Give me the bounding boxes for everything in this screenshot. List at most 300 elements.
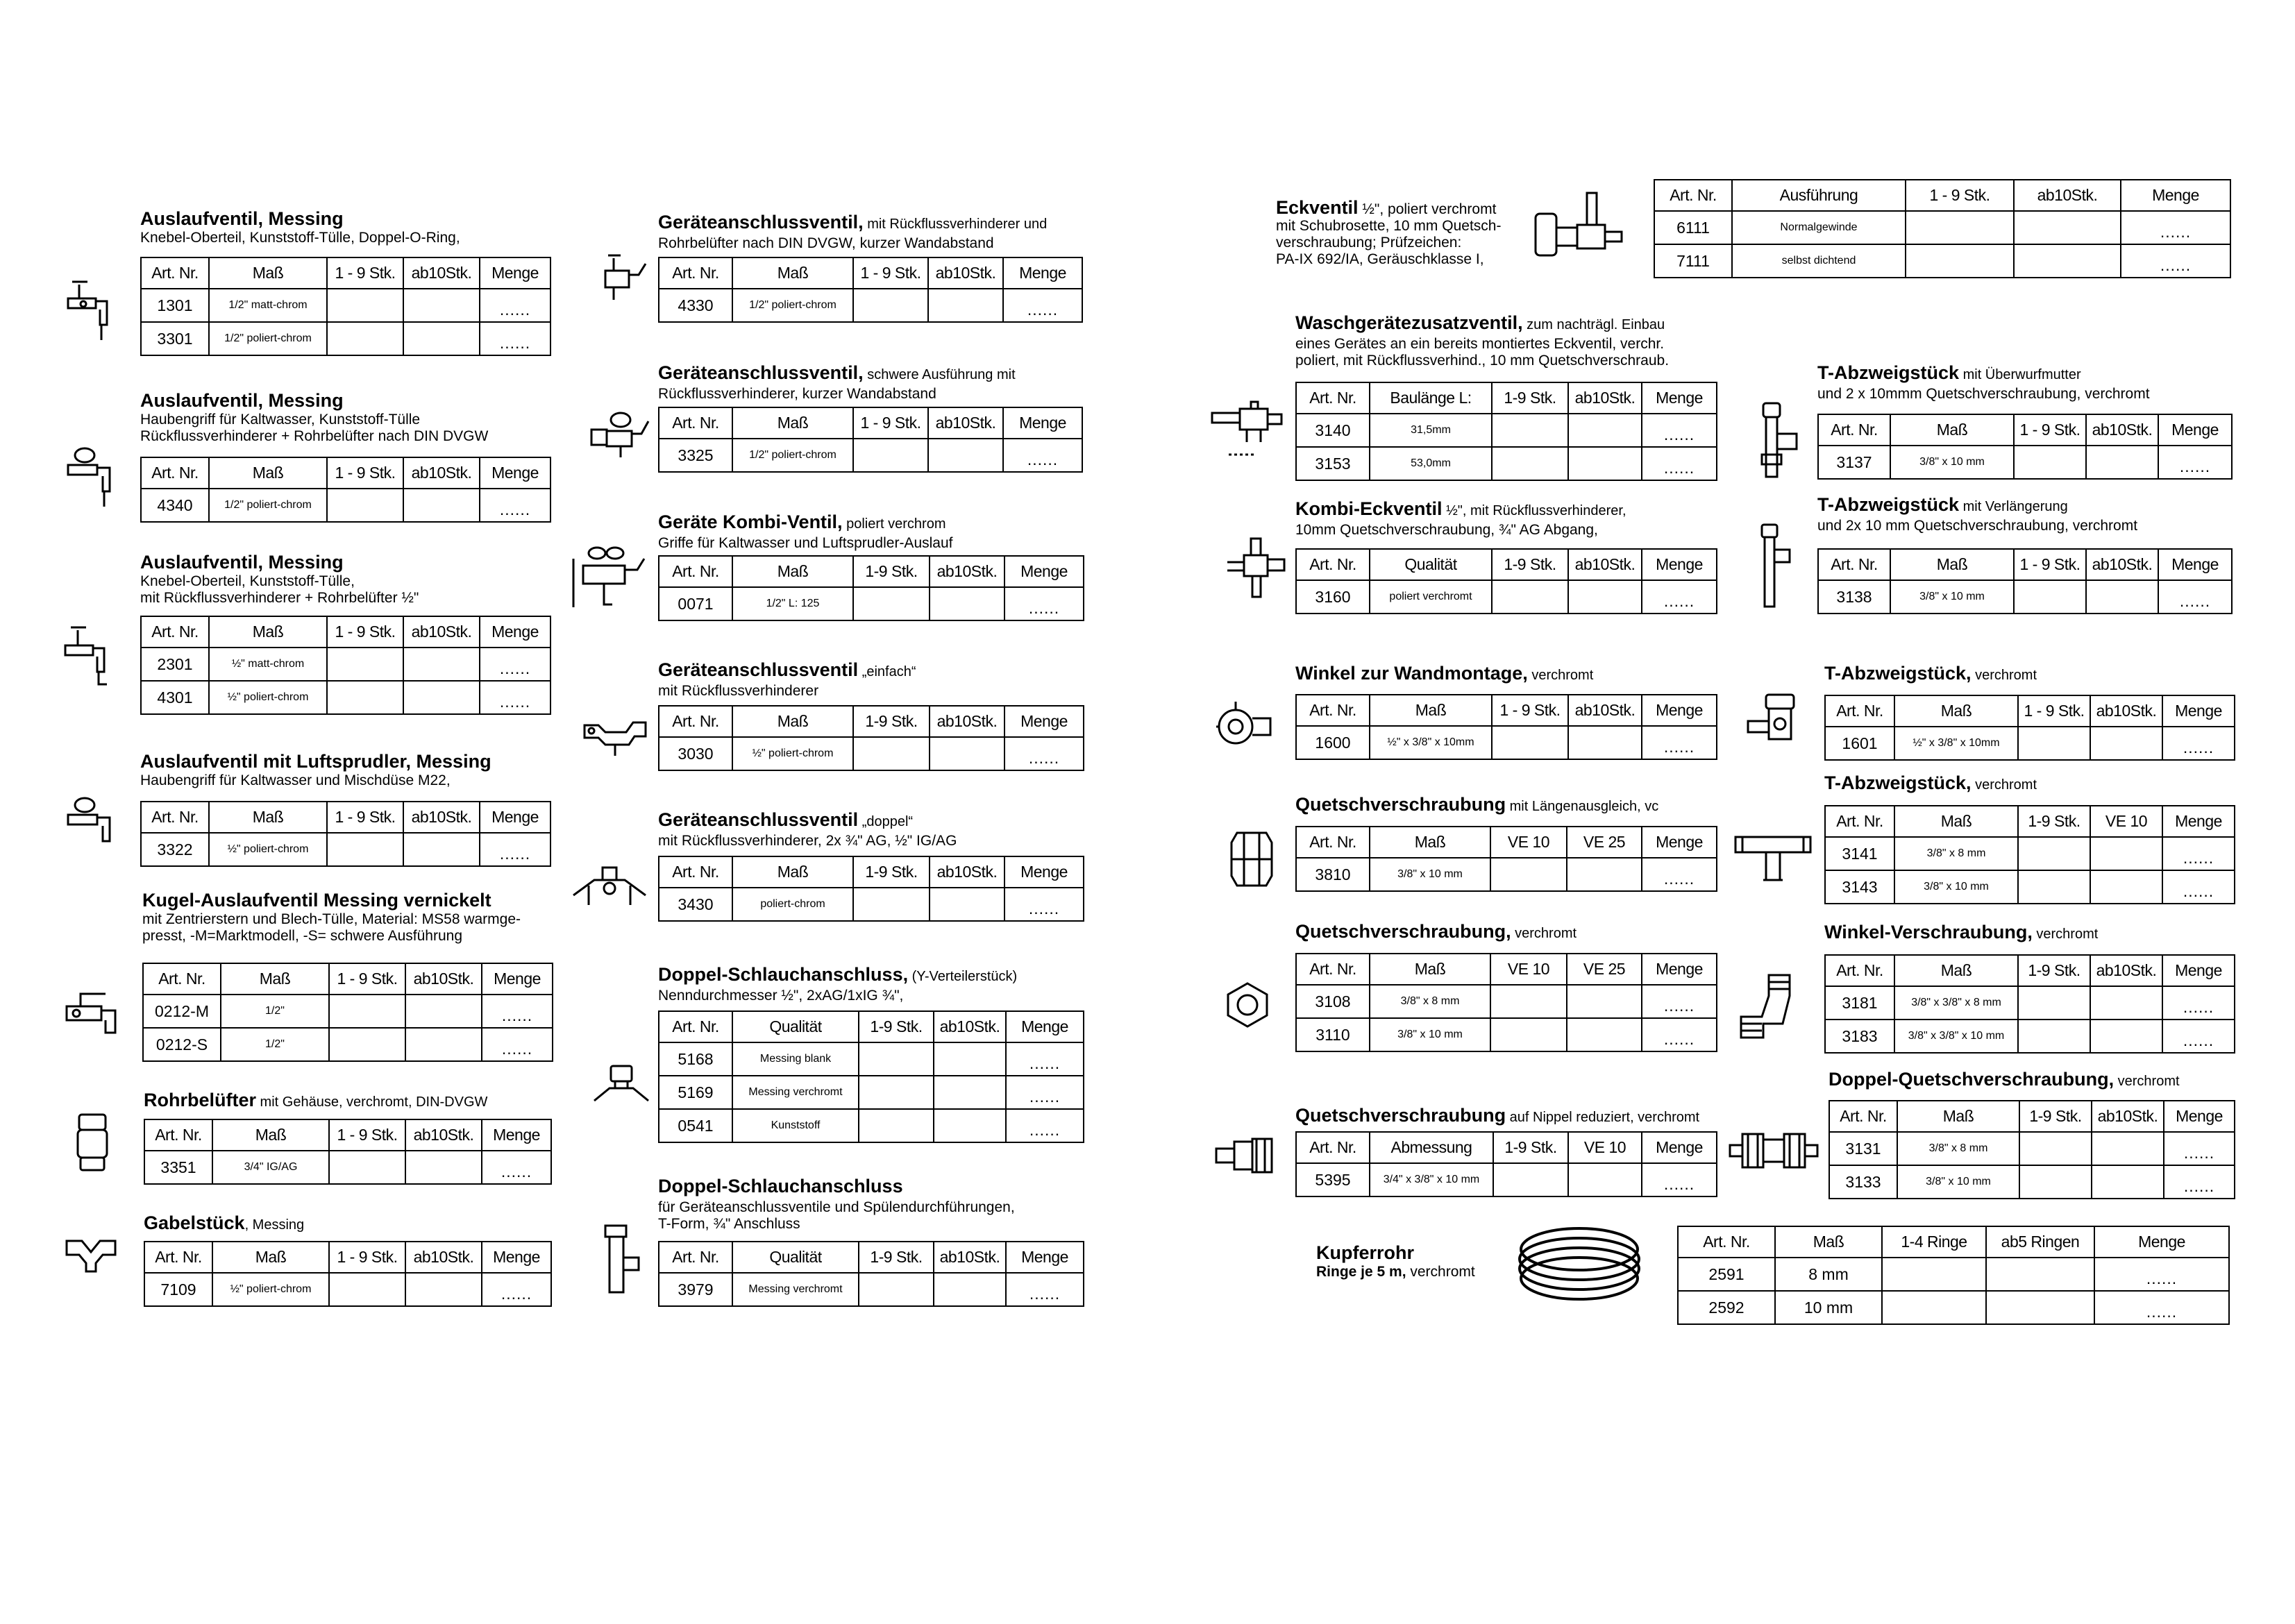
header-mass: Maß (1894, 695, 2018, 727)
qty-cell[interactable] (403, 681, 480, 714)
qty-cell[interactable] (1490, 858, 1567, 891)
product-block (140, 751, 585, 789)
header-qty-10: ab10Stk. (2086, 549, 2158, 580)
product-table (1817, 414, 2233, 480)
product-title: Doppel-Quetschverschraubung, (1829, 1069, 2115, 1090)
menge-cell[interactable]: ...... (2094, 1291, 2229, 1324)
product-table (1295, 1131, 1717, 1197)
quality-cell: poliert verchromt (1370, 580, 1492, 614)
menge-cell[interactable]: ...... (480, 681, 550, 714)
menge-cell[interactable]: ...... (1006, 1042, 1084, 1076)
qty-cell[interactable] (2018, 1020, 2090, 1053)
art-number: 5168 (659, 1042, 732, 1076)
size-cell: 1/2" poliert-chrom (732, 289, 853, 322)
menge-cell[interactable]: ...... (2164, 1132, 2235, 1165)
header-art: Art. Nr. (659, 407, 732, 439)
qty-cell[interactable] (405, 995, 482, 1028)
menge-cell[interactable]: ...... (2121, 244, 2230, 278)
menge-cell[interactable]: ...... (482, 1273, 551, 1306)
product-subtitle: verchromt (1511, 926, 1577, 941)
qty-cell[interactable] (1906, 211, 2014, 244)
art-number: 0071 (659, 587, 732, 620)
qty-cell[interactable] (934, 1042, 1006, 1076)
header-art: Art. Nr. (1296, 827, 1370, 858)
art-number: 3810 (1296, 858, 1370, 891)
qty-cell[interactable] (2018, 837, 2090, 870)
product-title: Geräteanschlussventil, (658, 212, 864, 232)
qty-cell[interactable] (327, 648, 403, 681)
menge-cell[interactable]: ...... (1006, 1109, 1084, 1142)
product-subtitle: mit Rückflussverhinderer und (863, 217, 1048, 232)
qty-cell[interactable] (859, 1042, 934, 1076)
header-menge: Menge (1642, 695, 1717, 726)
qty-cell[interactable] (853, 439, 928, 472)
menge-cell[interactable]: ...... (2121, 211, 2230, 244)
qty-cell[interactable] (2019, 1132, 2092, 1165)
qty-cell[interactable] (1492, 726, 1568, 759)
qty-cell[interactable] (1568, 726, 1642, 759)
header-qty-10: ab10Stk. (934, 1011, 1006, 1042)
menge-cell[interactable]: ...... (480, 289, 550, 322)
product-subtitle: verchromt (1527, 668, 1594, 683)
product-table (140, 616, 551, 715)
art-number: 4301 (141, 681, 209, 714)
header-qty-10: ab10Stk. (2086, 414, 2158, 446)
header-mass: Maß (1894, 955, 2018, 986)
header-qty-1-9: 1-9 Stk. (2019, 1101, 2092, 1132)
product-table (658, 856, 1084, 922)
qty-cell[interactable] (403, 322, 480, 355)
art-number: 3325 (659, 439, 732, 472)
product-title: Auslaufventil, Messing (140, 208, 344, 229)
product-block (140, 208, 585, 246)
product-block (140, 552, 585, 607)
product-table (144, 1119, 552, 1185)
header-qualitaet: Qualität (732, 1242, 859, 1273)
qty-cell[interactable] (1882, 1291, 1986, 1324)
product-table (144, 1241, 552, 1307)
qty-cell[interactable] (1567, 985, 1642, 1018)
header-mass: Maß (1890, 549, 2014, 580)
qty-cell[interactable] (403, 833, 480, 866)
product-title: Quetschverschraubung, (1295, 921, 1511, 942)
header-menge: Menge (1642, 382, 1717, 414)
table-row (659, 289, 1082, 322)
header-qty-1-9: 1-9 Stk. (859, 1242, 934, 1273)
menge-cell[interactable]: ...... (1642, 447, 1717, 480)
table-row (141, 289, 550, 322)
header-qty-10: ab10Stk. (403, 802, 480, 833)
art-number: 1601 (1825, 727, 1894, 760)
header-qty-10: ab10Stk. (928, 407, 1003, 439)
menge-cell[interactable]: ...... (1642, 1018, 1717, 1051)
header-mass: Maß (209, 457, 327, 489)
qty-cell[interactable] (853, 888, 930, 921)
qty-cell[interactable] (930, 888, 1004, 921)
qty-cell[interactable] (1882, 1258, 1986, 1291)
art-number: 3301 (141, 322, 209, 355)
table-row (1825, 727, 2235, 760)
qty-cell[interactable] (1986, 1258, 2094, 1291)
menge-cell[interactable]: ...... (2162, 727, 2235, 760)
product-block (1295, 921, 1781, 945)
header-art: Art. Nr. (141, 802, 209, 833)
header-ve10: VE 10 (2090, 806, 2162, 837)
header-art: Art. Nr. (1296, 549, 1370, 580)
product-subtitle: ½", mit Rückflussverhinderer, (1442, 503, 1626, 518)
menge-cell[interactable]: ...... (2162, 1020, 2235, 1053)
device-valve-icon (589, 406, 653, 462)
size-cell: ½" matt-chrom (209, 648, 327, 681)
t-connector-icon (601, 1221, 646, 1298)
qty-cell[interactable] (930, 587, 1004, 620)
menge-cell[interactable]: ...... (1006, 1076, 1084, 1109)
table-row (1818, 580, 2232, 614)
size-cell: 3/8" x 3/8" x 8 mm (1894, 986, 2018, 1020)
product-description: mit Rückflussverhinderer, 2x ¾" AG, ½" IG/AG (658, 833, 957, 849)
qty-cell[interactable] (928, 289, 1003, 322)
qty-cell[interactable] (1492, 580, 1568, 614)
product-table (1295, 382, 1717, 481)
qty-cell[interactable] (859, 1109, 934, 1142)
product-title: Quetschverschraubung (1295, 794, 1506, 815)
header-art: Art. Nr. (144, 1119, 212, 1151)
qty-cell[interactable] (327, 489, 403, 522)
table-row (144, 1273, 551, 1306)
size-cell: 3/8" x 8 mm (1894, 837, 2018, 870)
table-row (659, 1042, 1084, 1076)
qty-cell[interactable] (327, 289, 403, 322)
menge-cell[interactable]: ...... (1006, 1273, 1084, 1306)
qty-cell[interactable] (2086, 446, 2158, 479)
product-title: T-Abzweigstück, (1824, 772, 1972, 793)
header-mass: Maß (1370, 695, 1492, 726)
header-art: Art. Nr. (659, 556, 732, 587)
header-menge: Menge (1642, 549, 1717, 580)
qty-cell[interactable] (934, 1109, 1006, 1142)
qty-cell[interactable] (853, 587, 930, 620)
qty-cell[interactable] (859, 1273, 934, 1306)
header-qty-1-9: 1-9 Stk. (853, 556, 930, 587)
product-table (658, 1010, 1084, 1143)
header-qty-1-9: 1 - 9 Stk. (329, 1119, 405, 1151)
t-piece-icon (1755, 521, 1797, 611)
size-cell: poliert-chrom (732, 888, 853, 921)
header-art: Art. Nr. (1296, 954, 1370, 985)
art-number: 3430 (659, 888, 732, 921)
header-menge: Menge (482, 1242, 551, 1273)
product-block (1295, 794, 1781, 818)
header-mass: Maß (1897, 1101, 2019, 1132)
qty-cell[interactable] (1568, 414, 1642, 447)
qty-cell[interactable] (329, 995, 405, 1028)
qty-cell[interactable] (2014, 211, 2121, 244)
size-cell: 1/2" L: 125 (732, 587, 853, 620)
header-abmessung: Abmessung (1370, 1132, 1493, 1163)
art-number: 3153 (1296, 447, 1370, 480)
header-qty-10: ab10Stk. (930, 706, 1004, 737)
menge-cell[interactable]: ...... (2162, 870, 2235, 904)
qty-cell[interactable] (403, 289, 480, 322)
art-number: 3133 (1829, 1165, 1897, 1199)
product-title: Auslaufventil, Messing (140, 552, 344, 573)
header-qty-1-9: 1 - 9 Stk. (2018, 695, 2090, 727)
size-cell: 3/8" x 8 mm (1897, 1132, 2019, 1165)
qty-cell[interactable] (2018, 986, 2090, 1020)
qty-cell[interactable] (405, 1151, 482, 1184)
qty-cell[interactable] (1567, 1018, 1642, 1051)
header-art: Art. Nr. (1296, 382, 1370, 414)
header-qty-1-9: 1 - 9 Stk. (1906, 180, 2014, 211)
qty-cell[interactable] (934, 1076, 1006, 1109)
header-qty-10: ab10Stk. (934, 1242, 1006, 1273)
product-block (1829, 1069, 2295, 1092)
qty-cell[interactable] (2014, 244, 2121, 278)
header-mass: Maß (732, 407, 853, 439)
header-qty-10: ab10Stk. (1568, 382, 1642, 414)
menge-cell[interactable]: ...... (1004, 888, 1084, 921)
header-menge: Menge (1642, 954, 1717, 985)
product-subtitle: poliert verchrom (842, 516, 946, 532)
qty-cell[interactable] (1493, 1163, 1568, 1196)
t-piece-icon (1731, 826, 1815, 888)
qty-cell[interactable] (928, 439, 1003, 472)
qty-cell[interactable] (2092, 1132, 2164, 1165)
menge-cell[interactable]: ...... (482, 995, 553, 1028)
menge-cell[interactable]: ...... (1004, 737, 1084, 770)
qty-cell[interactable] (1568, 580, 1642, 614)
product-subtitle: auf Nippel reduziert, verchromt (1506, 1110, 1700, 1125)
size-cell: 3/4" IG/AG (212, 1151, 329, 1184)
header-art: Art. Nr. (1825, 955, 1894, 986)
table-row (659, 737, 1084, 770)
size-cell: 3/4" x 3/8" x 10 mm (1370, 1163, 1493, 1196)
quality-cell: Messing verchromt (732, 1273, 859, 1306)
qty-cell[interactable] (2090, 837, 2162, 870)
qty-cell[interactable] (327, 681, 403, 714)
qty-cell[interactable] (1490, 1018, 1567, 1051)
qty-cell[interactable] (934, 1273, 1006, 1306)
product-table (1817, 548, 2233, 614)
product-title: Gabelstück (144, 1212, 245, 1233)
product-block (658, 809, 1130, 849)
header-qty-1-9: 1 - 9 Stk. (329, 963, 405, 995)
qty-cell[interactable] (1492, 447, 1568, 480)
product-description-2: verchromt (1406, 1264, 1475, 1280)
qty-cell[interactable] (2019, 1165, 2092, 1199)
menge-cell[interactable]: ...... (2162, 837, 2235, 870)
product-block (658, 511, 1130, 552)
qty-cell[interactable] (2092, 1165, 2164, 1199)
product-table (658, 257, 1083, 323)
product-block (144, 1090, 630, 1113)
menge-cell[interactable]: ...... (480, 648, 550, 681)
qty-cell[interactable] (2090, 870, 2162, 904)
header-art: Art. Nr. (141, 457, 209, 489)
header-menge: Menge (1642, 1132, 1717, 1163)
header-qty-10: ab10Stk. (2092, 1101, 2164, 1132)
copper-coil-icon (1513, 1221, 1645, 1312)
size-cell: 3/8" x 8 mm (1370, 985, 1490, 1018)
qty-cell[interactable] (853, 737, 930, 770)
size-cell: 3/8" x 10 mm (1890, 446, 2014, 479)
menge-cell[interactable]: ...... (2094, 1258, 2229, 1291)
product-subtitle: , Messing (244, 1217, 305, 1233)
product-title: Doppel-Schlauchanschluss (658, 1176, 903, 1196)
table-row (659, 888, 1084, 921)
product-subtitle: verchromt (2114, 1074, 2180, 1089)
header-menge: Menge (2158, 414, 2232, 446)
header-qty-1-9: 1 - 9 Stk. (327, 257, 403, 289)
qty-cell[interactable] (1906, 244, 2014, 278)
header-qty-1-9: 1-9 Stk. (853, 856, 930, 888)
menge-cell[interactable]: ...... (480, 833, 550, 866)
product-block (1824, 663, 2295, 686)
qty-cell[interactable] (1568, 447, 1642, 480)
menge-cell[interactable]: ...... (2158, 580, 2232, 614)
qty-cell[interactable] (2018, 870, 2090, 904)
product-description: Haubengriff für Kaltwasser und Mischdüse M22, (140, 772, 451, 788)
product-subtitle: mit Verlängerung (1959, 499, 2068, 514)
product-description: Griffe für Kaltwasser und Luftsprudler-Auslauf (658, 535, 953, 551)
menge-cell[interactable]: ...... (482, 1151, 551, 1184)
qty-cell[interactable] (853, 289, 928, 322)
menge-cell[interactable]: ...... (2164, 1165, 2235, 1199)
qty-cell[interactable] (2090, 727, 2162, 760)
product-title: Geräteanschlussventil (658, 659, 859, 680)
qty-cell[interactable] (859, 1076, 934, 1109)
menge-cell[interactable]: ...... (1642, 580, 1717, 614)
art-number: 3351 (144, 1151, 212, 1184)
menge-cell[interactable]: ...... (1642, 1163, 1717, 1196)
menge-cell[interactable]: ...... (482, 1028, 553, 1061)
product-subtitle: verchromt (1971, 668, 2037, 683)
header-ausfuehrung: Ausführung (1732, 180, 1906, 211)
art-number: 7111 (1654, 244, 1732, 278)
t-piece-icon (1742, 691, 1809, 746)
header-qty-10: ab10Stk. (930, 856, 1004, 888)
header-menge: Menge (2164, 1101, 2235, 1132)
header-mass: Maß (1775, 1226, 1882, 1258)
product-table (140, 257, 551, 356)
table-row (1825, 1020, 2235, 1053)
pipe-vent-icon (75, 1110, 110, 1174)
art-number: 3979 (659, 1273, 732, 1306)
header-art: Art. Nr. (1818, 414, 1890, 446)
product-title: Geräte Kombi-Ventil, (658, 511, 843, 532)
qty-cell[interactable] (405, 1028, 482, 1061)
size-cell: 3/8" x 10 mm (1370, 858, 1490, 891)
qty-cell[interactable] (2014, 580, 2086, 614)
qty-cell[interactable] (403, 648, 480, 681)
header-qty-10: ab10Stk. (1568, 695, 1642, 726)
qty-cell[interactable] (403, 489, 480, 522)
header-ve25: VE 25 (1567, 827, 1642, 858)
qty-cell[interactable] (2018, 727, 2090, 760)
qty-cell[interactable] (2086, 580, 2158, 614)
header-art: Art. Nr. (1296, 1132, 1370, 1163)
header-art: Art. Nr. (659, 706, 732, 737)
header-qty-1-9: 1-9 Stk. (2018, 955, 2090, 986)
size-cell: 1/2" (221, 1028, 329, 1061)
menge-cell[interactable]: ...... (1642, 985, 1717, 1018)
size-cell: 1/2" poliert-chrom (732, 439, 853, 472)
qty-cell[interactable] (327, 833, 403, 866)
qty-cell[interactable] (2090, 1020, 2162, 1053)
qty-cell[interactable] (329, 1028, 405, 1061)
menge-cell[interactable]: ...... (1004, 587, 1084, 620)
header-qty-10: ab10Stk. (2090, 695, 2162, 727)
size-cell: ½" poliert-chrom (212, 1273, 329, 1306)
y-fitting-icon (64, 1234, 118, 1276)
menge-cell[interactable]: ...... (480, 489, 550, 522)
art-number: 3137 (1818, 446, 1890, 479)
qty-cell[interactable] (327, 322, 403, 355)
art-number: 3138 (1818, 580, 1890, 614)
art-number: 1600 (1296, 726, 1370, 759)
qty-cell[interactable] (1986, 1291, 2094, 1324)
additional-valve-icon (1208, 399, 1287, 462)
header-baulaenge: Baulänge L: (1370, 382, 1492, 414)
qty-cell[interactable] (2014, 446, 2086, 479)
header-mass: Maß (732, 706, 853, 737)
menge-cell[interactable]: ...... (2158, 446, 2232, 479)
menge-cell[interactable]: ...... (1003, 439, 1082, 472)
header-qty-1-9: 1 - 9 Stk. (327, 616, 403, 648)
header-art: Art. Nr. (1825, 806, 1894, 837)
header-art: Art. Nr. (1818, 549, 1890, 580)
table-row (1296, 985, 1717, 1018)
t-piece-icon (1755, 399, 1804, 482)
table-row (659, 1273, 1084, 1306)
header-mass: Maß (732, 257, 853, 289)
size-cell: 1/2" (221, 995, 329, 1028)
size-cell: 3/8" x 10 mm (1897, 1165, 2019, 1199)
qty-cell[interactable] (930, 737, 1004, 770)
product-table (1824, 695, 2235, 761)
art-number: 6111 (1654, 211, 1732, 244)
header-qty-1-9: 1 - 9 Stk. (853, 407, 928, 439)
menge-cell[interactable]: ...... (1642, 414, 1717, 447)
menge-cell[interactable]: ...... (1642, 858, 1717, 891)
quality-cell: Messing blank (732, 1042, 859, 1076)
qty-cell[interactable] (2090, 986, 2162, 1020)
qty-cell[interactable] (1490, 985, 1567, 1018)
product-title: Winkel zur Wandmontage, (1295, 663, 1528, 684)
menge-cell[interactable]: ...... (1642, 726, 1717, 759)
qty-cell[interactable] (405, 1273, 482, 1306)
size-cell: ½" poliert-chrom (732, 737, 853, 770)
qty-cell[interactable] (1568, 1163, 1642, 1196)
qty-cell[interactable] (329, 1151, 405, 1184)
art-number: 3131 (1829, 1132, 1897, 1165)
qty-cell[interactable] (1492, 414, 1568, 447)
header-art: Art. Nr. (659, 257, 732, 289)
product-table (1295, 548, 1717, 614)
qty-cell[interactable] (329, 1273, 405, 1306)
menge-cell[interactable]: ...... (480, 322, 550, 355)
product-description: mit Schubrosette, 10 mm Quetsch- verschraubung; Prüfzeichen: PA-IX 692/IA, Geräuschklasse I, (1276, 218, 1502, 267)
qty-cell[interactable] (1567, 858, 1642, 891)
menge-cell[interactable]: ...... (2162, 986, 2235, 1020)
header-qty-1-9: 1-9 Stk. (1492, 549, 1568, 580)
product-block (142, 890, 587, 945)
size-cell: 3/8" x 10 mm (1370, 1018, 1490, 1051)
table-row (1678, 1258, 2229, 1291)
product-table (1295, 953, 1717, 1052)
menge-cell[interactable]: ...... (1003, 289, 1082, 322)
product-block (658, 964, 1130, 1004)
